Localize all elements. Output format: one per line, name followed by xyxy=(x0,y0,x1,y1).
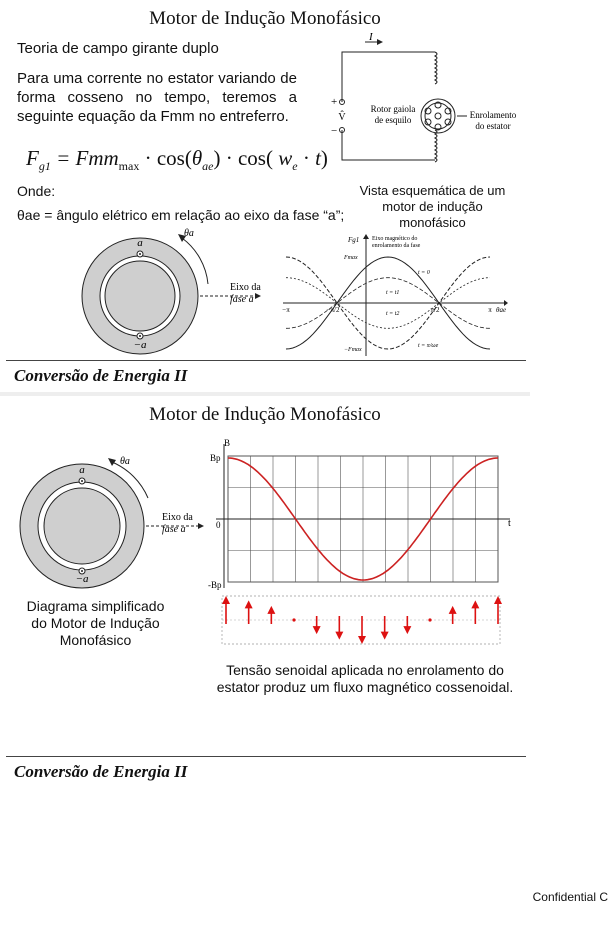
flux-arrow xyxy=(381,616,389,640)
chart-caption-line-2: estator produz um fluxo magnético cossenoidal. xyxy=(216,679,514,695)
slide-2-title: Motor de Indução Monofásico xyxy=(149,404,381,425)
phase-minus-a-label-2: −a xyxy=(75,573,89,585)
slide-1-title: Motor de Indução Monofásico xyxy=(149,8,381,29)
motor-cross-section-2 xyxy=(12,448,212,598)
flux-arrow xyxy=(428,618,431,621)
wave-legend-2: enrolamento da fase xyxy=(372,243,421,249)
chart-bp-label: Bp xyxy=(210,453,221,463)
chart-x-label: t xyxy=(508,518,511,529)
paragraph-line-1: Para uma corrente no estator variando de xyxy=(17,70,297,87)
axis-label-line-1: Eixo da xyxy=(230,282,261,293)
axis-label-line-2: fase a xyxy=(230,294,254,305)
wave-t1: t = t1 xyxy=(386,290,400,296)
flux-arrow xyxy=(292,618,295,621)
wave-y-label: Fg1 xyxy=(348,236,360,244)
phase-a-label: a xyxy=(137,237,143,249)
slide-1-footer: Conversão de Energia II xyxy=(14,366,188,385)
circuit-caption xyxy=(355,183,510,231)
voltage-label: V̂ xyxy=(338,112,346,123)
flux-arrow xyxy=(245,600,253,624)
current-label: I xyxy=(369,31,373,43)
axis-label-2-line-2: fase a xyxy=(162,524,186,535)
wave-fmax: Fmax xyxy=(344,255,358,261)
stator-label-1: Enrolamento xyxy=(469,110,517,120)
theta-a-label: θa xyxy=(184,228,194,239)
diagram-caption-line-1: Diagrama simplificado xyxy=(26,598,165,614)
chart-caption-line-1: Tensão senoidal aplicada no enrolamento do xyxy=(226,662,504,678)
wave-x-label: θae xyxy=(496,306,507,314)
wave-tick-3: π/2 xyxy=(430,306,440,314)
theta-definition: θae = ângulo elétrico em relação ao eixo da fase “a”; xyxy=(17,207,345,223)
confidential-label: Confidential C xyxy=(532,890,608,904)
circuit-caption-line-3: monofásico xyxy=(399,215,466,230)
diagram-caption-line-3: Monofásico xyxy=(59,632,132,648)
wave-t2: t = t2 xyxy=(386,311,400,317)
axis-label-2-line-1: Eixo da xyxy=(162,512,193,523)
wave-neg-fmax: −Fmax xyxy=(344,347,362,353)
flux-arrow xyxy=(471,600,479,624)
flux-arrow xyxy=(403,616,411,634)
slide-1 xyxy=(0,0,530,392)
chart-y-label: B xyxy=(224,438,231,448)
flux-chart xyxy=(200,436,525,658)
flux-arrow xyxy=(449,606,457,624)
circuit-caption-line-2: motor de indução xyxy=(382,199,483,214)
phase-minus-a-label: −a xyxy=(133,339,147,351)
rotor-label-1: Rotor gaiola xyxy=(370,104,416,114)
wave-tpi: t = π/ωe xyxy=(418,343,439,349)
slide-2-footer: Conversão de Energia II xyxy=(14,762,188,781)
slide-2 xyxy=(0,396,530,794)
wave-legend-1: Eixo magnético do xyxy=(372,236,418,242)
wave-tick-4: π xyxy=(488,306,492,314)
chart-neg-bp-label: -Bp xyxy=(208,580,222,590)
circuit-caption-line-1: Vista esquemática de um xyxy=(359,183,506,198)
diagram-caption-line-2: do Motor de Indução xyxy=(31,615,160,631)
wave-tick-2: −π/2 xyxy=(326,306,340,314)
circuit-schematic xyxy=(325,30,530,180)
mmf-wave-chart xyxy=(278,232,508,357)
rotor-label-2: de esquilo xyxy=(374,115,412,125)
slide-2-rule xyxy=(6,756,526,757)
stator-label-2: do estator xyxy=(475,121,511,131)
diagram-caption xyxy=(18,598,173,649)
minus-sign: − xyxy=(331,125,338,137)
chart-caption xyxy=(205,662,525,696)
wave-t0: t = 0 xyxy=(418,270,430,276)
subtitle: Teoria de campo girante duplo xyxy=(17,40,219,57)
slide-1-rule xyxy=(6,360,526,361)
flux-arrow xyxy=(313,616,321,634)
plus-sign: + xyxy=(331,96,338,108)
flux-arrow xyxy=(267,606,275,624)
phase-a-label-2: a xyxy=(79,464,85,476)
chart-zero-label: 0 xyxy=(216,520,221,530)
flux-arrow xyxy=(335,616,343,640)
motor-cross-section xyxy=(70,226,285,356)
theta-a-label-2: θa xyxy=(120,456,130,467)
onde-label: Onde: xyxy=(17,183,56,199)
fmm-equation: $F_{g1} = Fmm_{max} \cdot \cos(\theta_{ae}) \cdot \cos$( $w_e \cdot t$) xyxy=(26,146,328,174)
wave-tick-1: −π xyxy=(282,306,290,314)
paragraph-line-3: seguinte equação da Fmm no entreferro. xyxy=(17,108,289,125)
paragraph-line-2: forma cosseno no tempo, teremos a xyxy=(17,89,297,106)
